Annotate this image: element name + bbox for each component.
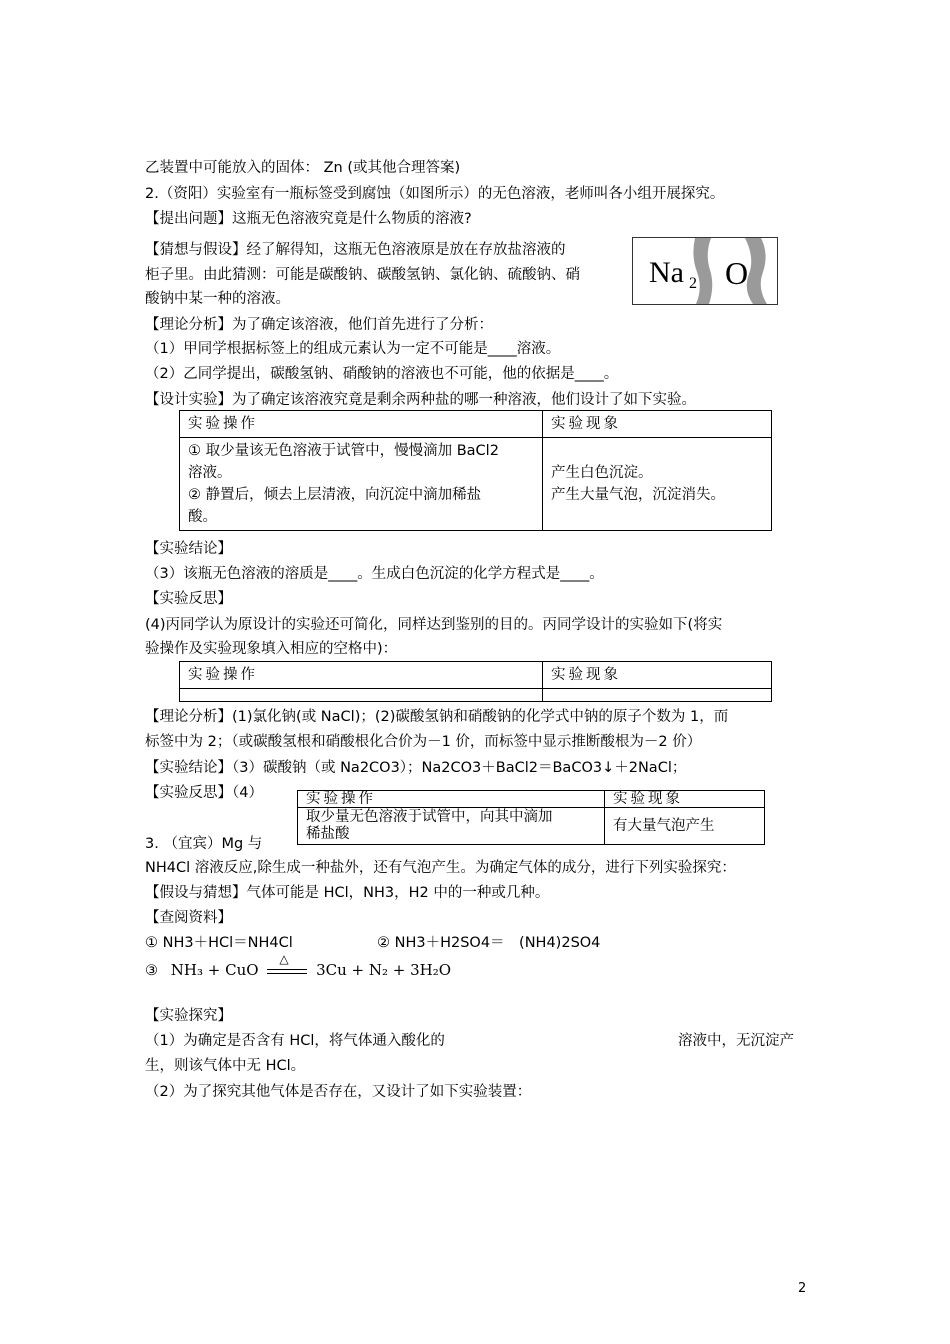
answer-line: 标签中为 2；（或碳酸氢根和硝酸根化合价为－1 价，而标签中显示推断酸根为－2 价） bbox=[145, 734, 702, 750]
question-line: 柜子里。由此猜测：可能是碳酸钠、碳酸氢钠、氯化钠、硫酸钠、硝 bbox=[145, 267, 580, 283]
label-subscript: 2 bbox=[689, 275, 697, 292]
observation: 产生大量气泡，沉淀消失。 bbox=[551, 487, 725, 503]
question-line: 溶液中，无沉淀产 bbox=[678, 1033, 794, 1049]
reference-equation-1: ① NH3＋HCl＝NH4Cl bbox=[145, 935, 293, 951]
section-heading: 【查阅资料】 bbox=[145, 910, 232, 926]
question-line: 酸钠中某一种的溶液。 bbox=[145, 291, 290, 307]
question-2-title: 2.（资阳）实验室有一瓶标签受到腐蚀（如图所示）的无色溶液，老师叫各小组开展探究。 bbox=[145, 186, 725, 202]
reference-equation-2: ② NH3＋H2SO4＝ (NH4)2SO4 bbox=[377, 935, 601, 951]
section-heading: 【实验探究】 bbox=[145, 1008, 232, 1024]
question-line: （1）为确定是否含有 HCl，将气体通入酸化的 bbox=[145, 1033, 445, 1049]
question-line: (4)丙同学认为原设计的实验还可简化，同样达到鉴别的目的。丙同学设计的实验如下(将实 bbox=[145, 617, 723, 633]
question-line: （2）为了探究其他气体是否存在，又设计了如下实验装置： bbox=[145, 1084, 532, 1100]
question-3-title: 3. （宜宾）Mg 与 bbox=[145, 836, 263, 852]
section-heading: 【实验结论】 bbox=[145, 541, 232, 557]
answer-line: 【实验反思】（4） bbox=[145, 785, 263, 801]
table-cell-operation bbox=[180, 438, 543, 531]
label-o: O bbox=[725, 255, 749, 291]
question-line: 【猜想与假设】经了解得知，这瓶无色溶液原是放在存放盐溶液的 bbox=[145, 242, 566, 258]
equation-number: ③ bbox=[145, 963, 158, 979]
operation-step: 酸。 bbox=[188, 509, 217, 525]
equation-lhs: NH₃ + CuO bbox=[170, 961, 259, 979]
equation-arrow bbox=[267, 952, 307, 978]
table-cell-observation bbox=[543, 438, 772, 531]
answer-line: 乙装置中可能放入的固体： Zn (或其他合理答案) bbox=[145, 160, 461, 176]
equation-rhs: 3Cu + N₂ + 3H₂O bbox=[316, 961, 452, 979]
answer-line: 【理论分析】(1)氯化钠(或 NaCl)；(2)碳酸氢钠和硝酸钠的化学式中钠的原子个数为 1，而 bbox=[145, 709, 729, 725]
question-line: （1）甲同学根据标签上的组成元素认为一定不可能是____溶液。 bbox=[145, 341, 561, 357]
heat-symbol: △ bbox=[279, 952, 289, 966]
question-line: 生，则该气体中无 HCl。 bbox=[145, 1058, 306, 1074]
corroded-label-image bbox=[632, 237, 778, 305]
table-cell-operation bbox=[298, 808, 605, 845]
observation: 产生白色沉淀。 bbox=[551, 465, 653, 481]
question-line: 验操作及实验现象填入相应的空格中)： bbox=[145, 641, 398, 657]
operation-step: ① 取少量该无色溶液于试管中，慢慢滴加 BaCl2 bbox=[188, 443, 499, 459]
table-header: 实验现象 bbox=[543, 411, 772, 438]
blank-cell[interactable] bbox=[180, 689, 543, 702]
label-na: Na bbox=[649, 256, 684, 289]
operation-step: 溶液。 bbox=[188, 465, 232, 481]
question-line: 【提出问题】这瓶无色溶液究竟是什么物质的溶液? bbox=[145, 211, 472, 227]
question-line: 【假设与猜想】气体可能是 HCl，NH3，H2 中的一种或几种。 bbox=[145, 885, 550, 901]
question-line: NH4Cl 溶液反应,除生成一种盐外，还有气泡产生。为确定气体的成分，进行下列实验探究： bbox=[145, 860, 736, 876]
table-header: 实验操作 bbox=[180, 662, 543, 689]
question-line: 【理论分析】为了确定该溶液，他们首先进行了分析： bbox=[145, 317, 493, 333]
operation-step: 取少量无色溶液于试管中，向其中滴加 bbox=[306, 809, 553, 825]
table-header: 实验操作 bbox=[180, 411, 543, 438]
question-line: 【设计实验】为了确定该溶液究竟是剩余两种盐的哪一种溶液，他们设计了如下实验。 bbox=[145, 392, 696, 408]
table-cell-observation: 有大量气泡产生 bbox=[605, 808, 765, 845]
answer-line: 【实验结论】（3）碳酸钠（或 Na2CO3）；Na2CO3＋BaCl2＝BaCO3↓＋2NaCl； bbox=[145, 760, 687, 776]
experiment-table bbox=[179, 410, 772, 531]
label-drawing bbox=[633, 238, 777, 304]
table-header: 实验现象 bbox=[605, 791, 765, 808]
operation-step: 稀盐酸 bbox=[306, 826, 350, 842]
blank-cell[interactable] bbox=[543, 689, 772, 702]
question-line: （3）该瓶无色溶液的溶质是____。生成白色沉淀的化学方程式是____。 bbox=[145, 566, 604, 582]
operation-step: ② 静置后，倾去上层清液，向沉淀中滴加稀盐 bbox=[188, 487, 482, 503]
table-header: 实验操作 bbox=[298, 791, 605, 808]
reference-equation-3 bbox=[145, 952, 452, 979]
section-heading: 【实验反思】 bbox=[145, 591, 232, 607]
table-header: 实验现象 bbox=[543, 662, 772, 689]
blank-table bbox=[179, 661, 772, 702]
answer-table bbox=[297, 790, 765, 845]
page-number: 2 bbox=[798, 1281, 807, 1296]
question-line: （2）乙同学提出，碳酸氢钠、硝酸钠的溶液也不可能，他的依据是____。 bbox=[145, 366, 619, 382]
